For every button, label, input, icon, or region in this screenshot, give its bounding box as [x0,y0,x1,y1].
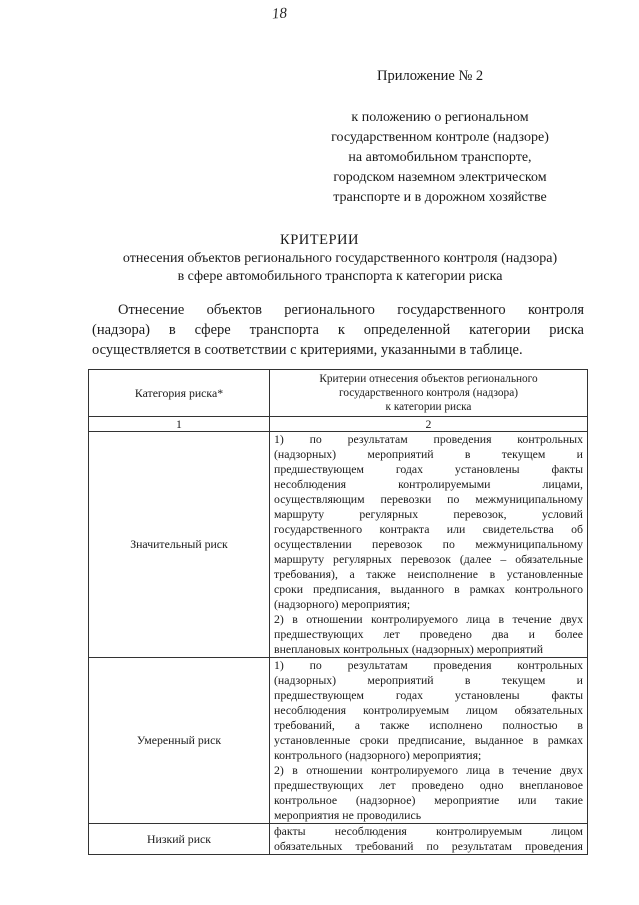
criteria-line: (надзорных) мероприятий в текущем и [274,673,583,687]
criteria-line: маршруту регулярных перевозок, условий [274,507,583,521]
criteria-line: несоблюдения контролируемым лицом обязательных [274,703,583,717]
criteria-line: предшествующем годах установлены факты [274,688,583,702]
criteria-line: 2) в отношении контролируемого лица в течение двух [274,763,583,777]
document-subtitle [60,250,620,286]
criteria-line: предшествующем годах установлены факты [274,462,583,476]
criteria-line: требования), а также неисполнение в установленные [274,567,583,581]
criteria-line: осуществлении перевозок по межмуниципальному [274,537,583,551]
intro-paragraph [92,300,584,360]
intro-line: (надзора) в сфере транспорта к определенной категории риска [92,322,584,338]
approval-line: на автомобильном транспорте, [348,150,532,165]
risk-category: Низкий риск [89,824,270,855]
criteria-line: внеплановых контрольных (надзорных) мероприятий [274,642,544,656]
subtitle-line: отнесения объектов регионального государственного контроля (надзора) [122,251,558,266]
table-row [89,658,588,824]
criteria-line: предшествующих лет проведено два и более [274,627,583,641]
criteria-line: предшествующих лет проведено одно внеплановое [274,778,583,792]
header-criteria-line: государственного контроля (надзора) [339,387,518,399]
criteria-line: факты несоблюдения контролируемым лицом [274,824,583,838]
criteria-line: 2) в отношении контролируемого лица в течение двух [274,612,583,626]
approval-note [300,108,580,208]
header-criteria-line: к категории риска [385,401,472,413]
header-criteria-line: Критерии отнесения объектов регионального [319,373,538,385]
risk-category: Умеренный риск [89,658,270,824]
intro-line: осуществляется в соответствии с критериями, указанными в таблице. [92,342,523,358]
risk-criteria-table [88,369,588,855]
approval-line: транспорте и в дорожном хозяйстве [333,190,547,205]
criteria-line: сроки предписания, выданного в рамках контрольного [274,582,583,596]
intro-line: Отнесение объектов регионального государственного контроля [118,302,584,318]
criteria-line: контрольное (надзорное) мероприятие или такие [274,793,583,807]
document-title: КРИТЕРИИ [280,232,359,248]
criteria-line: мероприятия не проводились [274,808,422,822]
criteria-line: (надзорных) мероприятий в текущем и [274,447,583,461]
risk-criteria [270,824,588,855]
appendix-title: Приложение № 2 [377,68,484,84]
approval-line: к положению о региональном [351,110,529,125]
column-number: 1 [89,417,270,432]
criteria-line: (надзорного) мероприятия; [274,597,411,611]
table-row [89,824,588,855]
subtitle-line: в сфере автомобильного транспорта к категории риска [177,269,503,284]
criteria-line: контрольного (надзорного) мероприятия; [274,748,482,762]
criteria-line: 1) по результатам проведения контрольных [274,658,583,672]
approval-line: государственном контроле (надзоре) [331,130,549,145]
header-category: Категория риска* [89,370,270,417]
column-number-row [89,417,588,432]
criteria-line: государственного контракта или свидетельства об [274,522,583,536]
criteria-line: маршруту регулярных перевозок (далее – обязательные [274,552,583,566]
table-header-row [89,370,588,417]
criteria-line: 1) по результатам проведения контрольных [274,432,583,446]
risk-criteria [270,432,588,658]
risk-category: Значительный риск [89,432,270,658]
criteria-line: обязательных требований по результатам проведения [274,839,583,853]
page-number: 18 [271,5,288,23]
criteria-line: установленные сроки предписание, выданное в рамках [274,733,583,747]
criteria-line: осуществляющим перевозки по межмуниципальному [274,492,583,506]
risk-criteria [270,658,588,824]
header-criteria [270,370,588,417]
column-number: 2 [270,417,588,432]
criteria-line: несоблюдения контролируемыми лицами, [274,477,583,491]
approval-line: городском наземном электрическом [333,170,547,185]
table-row [89,432,588,658]
criteria-line: требований, а также исполнено полностью в [274,718,583,732]
